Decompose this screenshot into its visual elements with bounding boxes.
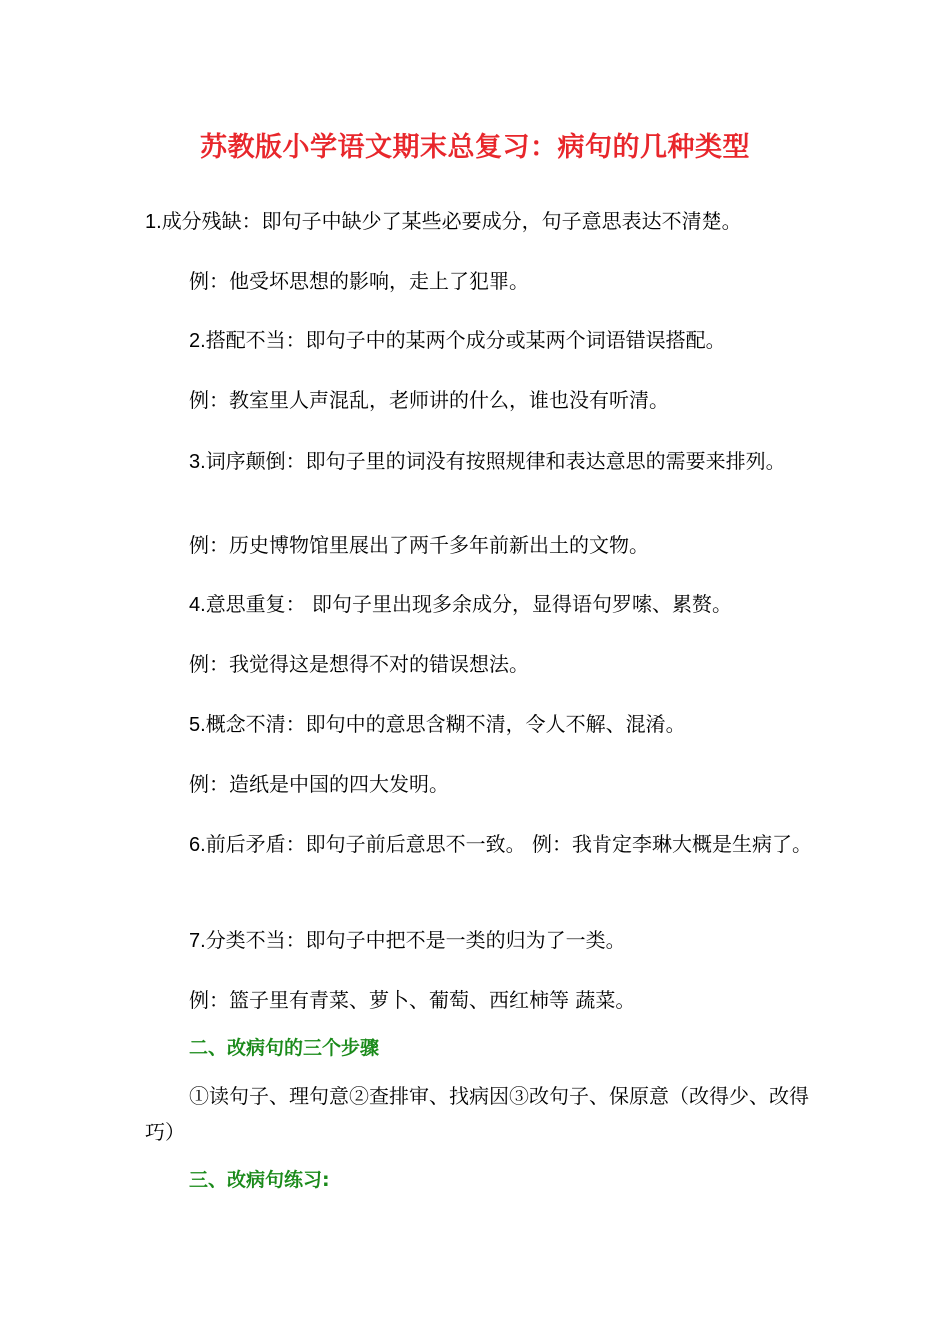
example-4: 例：我觉得这是想得不对的错误想法。: [189, 652, 529, 676]
item-number: 7.: [189, 930, 206, 952]
item-number: 1.: [145, 211, 162, 233]
item-7: [145, 922, 813, 959]
item-text: 前后矛盾：即句子前后意思不一致。 例：我肯定李琳大概是生病了。: [205, 832, 813, 856]
item-number: 2.: [189, 330, 206, 352]
steps-text: ①读句子、理句意②查排审、找病因③改句子、保原意（改得少、改得巧）: [145, 1084, 809, 1144]
item-text: 成分残缺：即句子中缺少了某些必要成分，句子意思表达不清楚。: [161, 209, 742, 233]
item-text: 分类不当：即句子中把不是一类的归为了一类。: [205, 928, 626, 952]
item-text: 词序颠倒：即句子里的词没有按照规律和表达意思的需要来排列。: [205, 449, 786, 473]
item-3: [145, 443, 813, 480]
item-text: 搭配不当：即句子中的某两个成分或某两个词语错误搭配。: [205, 328, 726, 352]
example-7: 例：篮子里有青菜、萝卜、葡萄、西红柿等 蔬菜。: [189, 988, 636, 1012]
example-2: 例：教室里人声混乱，老师讲的什么，谁也没有听清。: [189, 388, 669, 412]
example-3: 例：历史博物馆里展出了两千多年前新出土的文物。: [189, 533, 649, 557]
item-number: 4.: [189, 594, 206, 616]
item-number: 3.: [189, 451, 206, 473]
item-2: [145, 322, 813, 359]
document-title: 苏教版小学语文期末总复习：病句的几种类型: [200, 132, 750, 163]
item-6: [145, 826, 813, 863]
example-1: 例：他受坏思想的影响，走上了犯罪。: [189, 269, 529, 293]
item-5: [145, 706, 813, 743]
example-5: 例：造纸是中国的四大发明。: [189, 772, 449, 796]
item-text: 概念不清：即句中的意思含糊不清，令人不解、混淆。: [205, 712, 686, 736]
item-4: [145, 586, 813, 623]
section-heading-practice: 三、改病句练习:: [189, 1169, 330, 1191]
item-1: [145, 203, 813, 240]
item-number: 5.: [189, 714, 206, 736]
item-text: 意思重复： 即句子里出现多余成分，显得语句罗嗦、累赘。: [205, 592, 733, 616]
section-heading-steps: 二、改病句的三个步骤: [189, 1037, 380, 1059]
item-number: 6.: [189, 834, 206, 856]
